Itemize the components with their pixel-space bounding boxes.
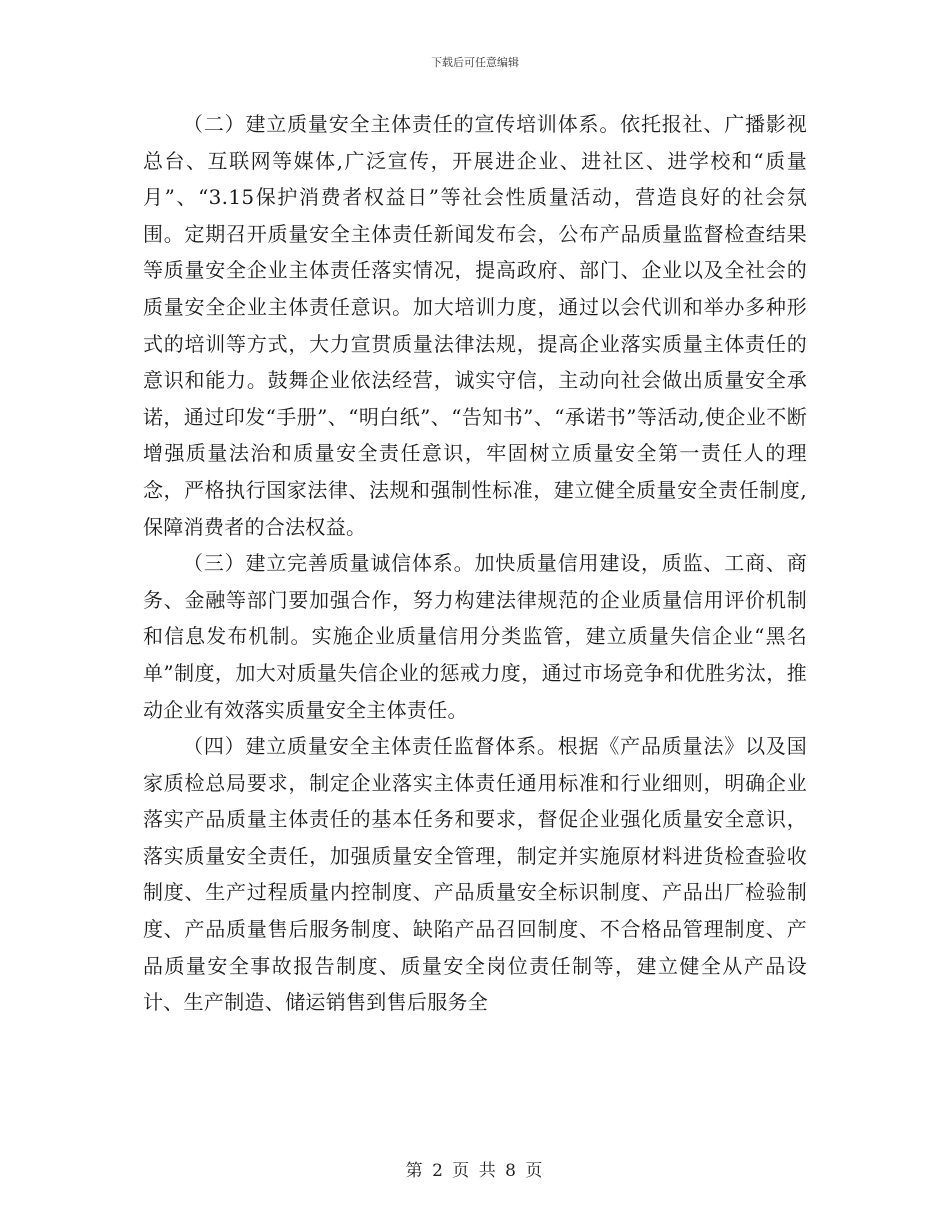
paragraph-credit-system: （三）建立完善质量诚信体系。加快质量信用建设，质监、工商、商务、金融等部门要加强合作，努力构建法律规范的企业质量信用评价机制和信息发布机制。实施企业质量信用分类监管，建立质量失信企业“黑名单”制度，加大对质量失信企业的惩戒力度，通过市场竞争和优胜劣汰，推动企业有效落实质量安全主体责任。 [143,551,807,722]
page-number: 第 2 页 共 8 页 [405,1161,545,1181]
paragraph-publicity-training: （二）建立质量安全主体责任的宣传培训体系。依托报社、广播影视总台、互联网等媒体,广泛宣传，开展进企业、进社区、进学校和“质量月”、“3.15保护消费者权益日”等社会性质量活动，营造良好的社会氛围。定期召开质量安全主体责任新闻发布会，公布产品质量监督检查结果等质量安全企业主体责任落实情况，提高政府、部门、企业以及全社会的质量安全企业主体责任意识。加大培训力度，通过以会代训和举办多种形式的培训等方式，大力宣贯质量法律法规，提高企业落实质量主体责任的意识和能力。鼓舞企业依法经营，诚实守信，主动向社会做出质量安全承诺，通过印发“手册”、“明白纸”、“告知书”、“承诺书”等活动,使企业不断增强质量法治和质量安全责任意识，牢固树立质量安全第一责任人的理念，严格执行国家法律、法规和强制性标准，建立健全质量安全责任制度,保障消费者的合法权益。 [143,112,807,539]
document-body [143,106,807,1021]
header-note: 下载后可任意编辑 [431,56,519,69]
paragraph-supervision-system: （四）建立质量安全主体责任监督体系。根据《产品质量法》以及国家质检总局要求，制定企业落实主体责任通用标准和行业细则，明确企业落实产品质量主体责任的基本任务和要求，督促企业强化质量安全意识，落实质量安全责任，加强质量安全管理，制定并实施原材料进货检查验收制度、生产过程质量内控制度、产品质量安全标识制度、产品出厂检验制度、产品质量售后服务制度、缺陷产品召回制度、不合格品管理制度、产品质量安全事故报告制度、质量安全岗位责任制等，建立健全从产品设计、生产制造、储运销售到售后服务全 [143,734,807,1015]
